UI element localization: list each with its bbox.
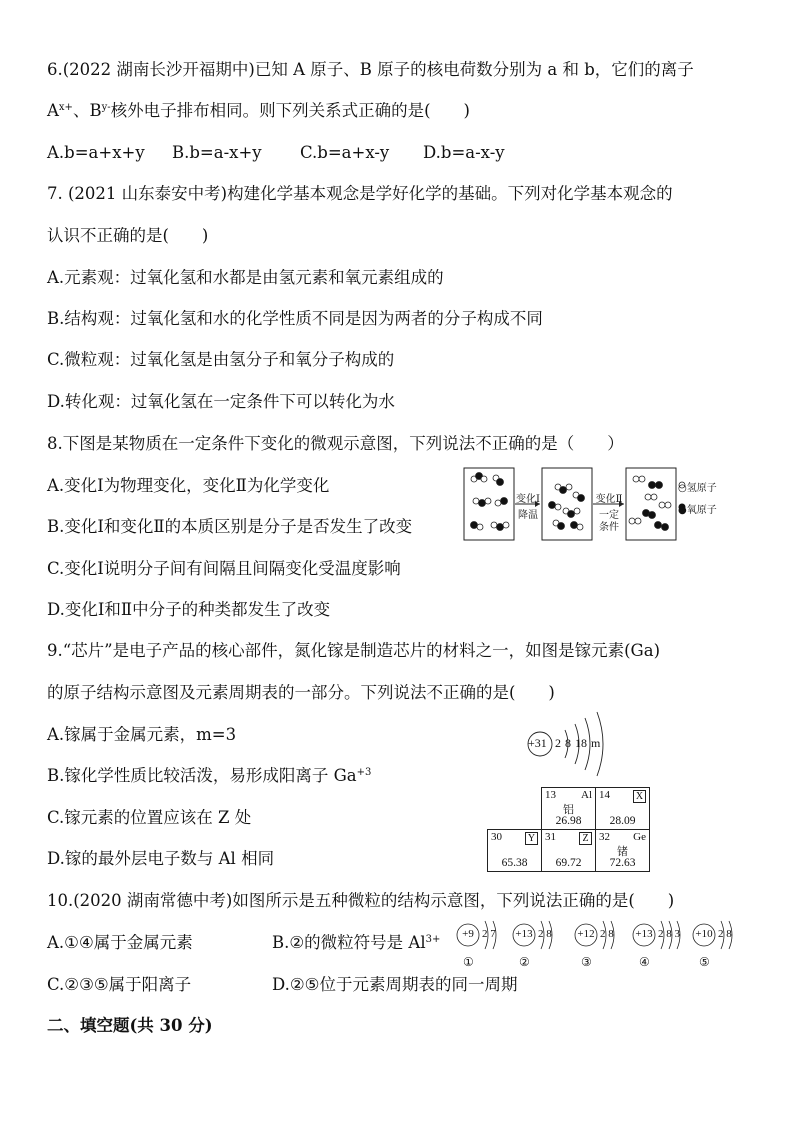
particle-label: ① [463, 955, 474, 969]
particle-shells: 2 7 [482, 928, 496, 940]
particle-label: ③ [581, 955, 592, 969]
pt-al-mass: 26.98 [555, 815, 582, 827]
q8-stem: 8.下图是某物质在一定条件下变化的微观示意图，下列说法不正确的是（ ） [47, 434, 624, 453]
pt-cell-germanium [596, 830, 650, 872]
particle-4 [631, 915, 689, 975]
legend-oxygen: ●氧原子 [678, 505, 717, 516]
pt-empty-cell [488, 788, 542, 830]
periodic-table-fragment [487, 787, 650, 872]
pt-ge-name: 锗 [617, 846, 628, 858]
arrow1-top-label: 变化Ⅰ [516, 494, 540, 505]
molecule-change-diagram [462, 465, 752, 543]
pt-30-mass: 65.38 [501, 857, 528, 869]
q6-option-d: D.b=a-x-y [423, 143, 505, 162]
q8-option-c: C.变化Ⅰ说明分子间有间隔且间隔变化受温度影响 [47, 559, 401, 578]
pt-31-mass: 69.72 [555, 857, 582, 869]
q9-option-a: A.镓属于金属元素，m=3 [47, 725, 237, 744]
q10-option-b: B.②的微粒符号是 $Al^{3+}$ [272, 933, 441, 952]
q9-stem-line1: 9.“芯片”是电子产品的核心部件，氮化镓是制造芯片的材料之一，如图是镓元素(Ga) [47, 641, 661, 660]
q9-option-b: B.镓化学性质比较活泼，易形成阳离子 $Ga^{+3}$ [47, 766, 372, 785]
q9-option-d: D.镓的最外层电子数与 Al 相同 [47, 849, 275, 868]
pt-al-symbol: Al [581, 789, 592, 801]
pt-z-box: Z [579, 832, 592, 845]
particle-label: ② [519, 955, 530, 969]
q7-stem-line1: 7. (2021 山东泰安中考)构建化学基本观念是学好化学的基础。下列对化学基本观念的 [47, 184, 673, 203]
particle-shells: 2 8 [600, 928, 614, 940]
q10-option-c: C.②③⑤属于阳离子 [47, 975, 192, 994]
particle-label: ④ [639, 955, 650, 969]
pt-cell-31 [542, 830, 596, 872]
particle-1 [455, 915, 513, 975]
pt-ge-mass: 72.63 [609, 857, 636, 869]
q10-option-a: A.①④属于金属元素 [47, 933, 193, 952]
arrow2-bottom-label2: 条件 [599, 522, 619, 533]
pt-cell-14 [596, 788, 650, 830]
q6-stem-line1: 6.(2022 湖南长沙开福期中)已知 A 原子、B 原子的核电荷数分别为 a 和 b，它们的离子 [47, 60, 694, 79]
q6-stem-line2: $A^{x+}$、$B^{y-}$核外电子排布相同。则下列关系式正确的是( ) [47, 101, 470, 120]
q10-option-d: D.②⑤位于元素周期表的同一周期 [272, 975, 518, 994]
pt-al-number: 13 [545, 789, 556, 801]
q6-option-c: C.b=a+x-y [300, 143, 390, 162]
pt-31-number: 31 [545, 831, 556, 843]
particle-nucleus: +12 [577, 928, 595, 940]
particle-label: ⑤ [699, 955, 710, 969]
pt-cell-aluminium [542, 788, 596, 830]
q6-option-b: B.b=a-x+y [172, 143, 262, 162]
particle-5 [691, 915, 749, 975]
pt-al-name: 铝 [563, 804, 574, 816]
gallium-atom-structure [525, 710, 635, 780]
q7-option-d: D.转化观：过氧化氢在一定条件下可以转化为水 [47, 392, 395, 411]
pt-ge-number: 32 [599, 831, 610, 843]
q7-option-b: B.结构观：过氧化氢和水的化学性质不同是因为两者的分子构成不同 [47, 309, 543, 328]
q6-option-a: A.b=a+x+y [47, 143, 145, 162]
q9-stem-line2: 的原子结构示意图及元素周期表的一部分。下列说法不正确的是( ) [47, 683, 555, 702]
pt-30-number: 30 [491, 831, 502, 843]
arrow2-top-label: 变化Ⅱ [595, 494, 623, 505]
pt-cell-30 [488, 830, 542, 872]
particle-2 [511, 915, 569, 975]
q10-stem: 10.(2020 湖南常德中考)如图所示是五种微粒的结构示意图，下列说法正确的是( ) [47, 891, 675, 910]
pt-14-number: 14 [599, 789, 610, 801]
arrow2-bottom-label1: 一定 [599, 510, 619, 521]
particle-nucleus: +9 [462, 928, 474, 940]
q7-option-a: A.元素观：过氧化氢和水都是由氢元素和氧元素组成的 [47, 268, 444, 287]
gallium-shells: 2 8 18 m [555, 736, 601, 750]
q7-stem-line2: 认识不正确的是( ) [47, 226, 209, 245]
q8-option-a: A.变化Ⅰ为物理变化，变化Ⅱ为化学变化 [47, 476, 330, 495]
q7-option-c: C.微粒观：过氧化氢是由氢分子和氧分子构成的 [47, 350, 395, 369]
legend-hydrogen: ○氢原子 [678, 483, 717, 494]
q8-option-d: D.变化Ⅰ和Ⅱ中分子的种类都发生了改变 [47, 600, 331, 619]
particle-nucleus: +10 [695, 928, 713, 940]
pt-ge-symbol: Ge [633, 831, 646, 843]
particle-nucleus: +13 [635, 928, 653, 940]
arrow1-bottom-label: 降温 [518, 510, 538, 521]
particle-3 [573, 915, 631, 975]
five-particles-diagram [455, 915, 755, 975]
pt-y-box: Y [525, 832, 538, 845]
particle-shells: 2 8 [538, 928, 552, 940]
particle-shells: 2 8 [718, 928, 732, 940]
gallium-nucleus: +31 [528, 736, 547, 750]
section-title: 二、填空题(共 30 分) [47, 1016, 213, 1035]
q8-option-b: B.变化Ⅰ和变化Ⅱ的本质区别是分子是否发生了改变 [47, 517, 413, 536]
pt-14-mass: 28.09 [609, 815, 636, 827]
particle-shells: 2 8 3 [658, 928, 680, 940]
pt-x-box: X [633, 790, 646, 803]
q9-option-c: C.镓元素的位置应该在 Z 处 [47, 808, 252, 827]
particle-nucleus: +13 [515, 928, 533, 940]
